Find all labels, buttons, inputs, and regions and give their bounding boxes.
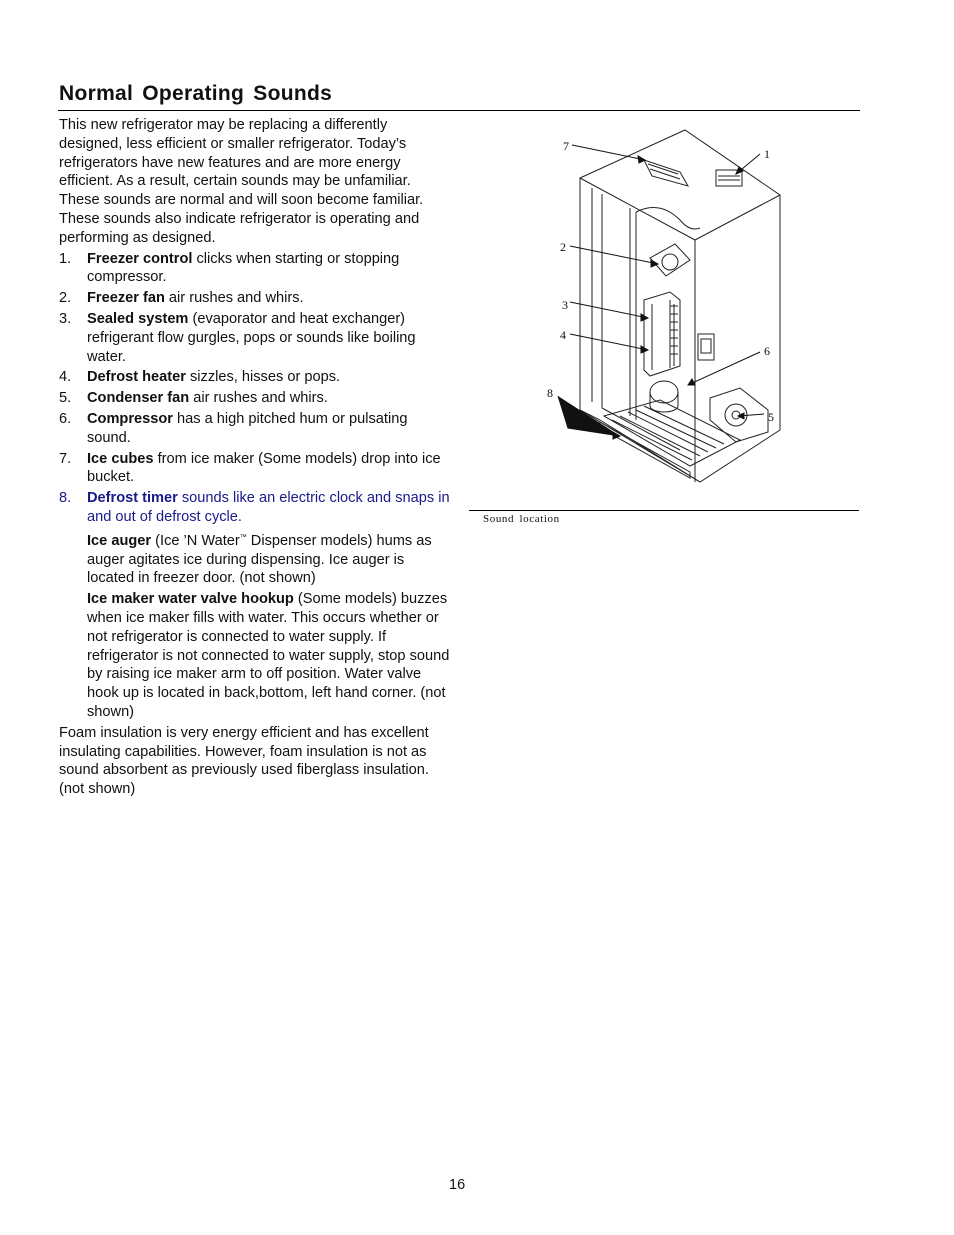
valve-note — [59, 590, 454, 722]
callout-4: 4 — [560, 328, 566, 342]
item-term: Compressor — [87, 410, 173, 427]
item-term: Defrost heater — [87, 369, 186, 386]
item-term: Ice cubes — [87, 450, 154, 467]
page-title: Normal Operating Sounds — [59, 82, 333, 105]
item-text: (evaporator and heat exchanger) refrigerant flow gurgles, pops or sounds like boiling water. — [87, 310, 416, 365]
trademark-symbol: ™ — [239, 533, 247, 541]
item-number: 1. — [59, 250, 72, 267]
defrost-timer-part — [698, 334, 714, 360]
callout-1: 1 — [764, 147, 770, 161]
list-item — [59, 289, 454, 308]
page-number: 16 — [449, 1177, 466, 1193]
item-term: Defrost timer — [87, 490, 178, 507]
callout-3: 3 — [562, 298, 568, 312]
callout-5: 5 — [768, 410, 774, 424]
list-item — [59, 310, 454, 366]
item-number: 6. — [59, 410, 72, 427]
item-text: has a high pitched hum or pulsating sound. — [87, 410, 408, 446]
callout-6: 6 — [764, 344, 770, 358]
freezer-fan-part — [650, 244, 690, 276]
ice-auger-post: Dispenser models) hums as auger agitates ice during dispensing. Ice auger is located in freezer door. (not shown) — [87, 532, 432, 587]
figure-rule — [469, 510, 859, 511]
condenser-coil-part — [604, 400, 740, 466]
item-text: sounds like an electric clock and snaps in and out of defrost cycle. — [87, 490, 450, 525]
callout-8: 8 — [547, 386, 553, 400]
compressor-part — [650, 381, 678, 403]
item-term: Freezer fan — [87, 290, 165, 307]
list-item — [59, 368, 454, 387]
ice-auger-term: Ice auger — [87, 532, 152, 549]
item-text: air rushes and whirs. — [189, 390, 328, 407]
ice-auger-pre: (Ice ’N Water — [151, 532, 240, 549]
list-item — [59, 389, 454, 408]
list-item-highlighted — [59, 489, 454, 527]
text-column — [59, 116, 454, 799]
list-item — [59, 250, 454, 288]
callout-2: 2 — [560, 240, 566, 254]
title-rule — [58, 110, 860, 111]
item-number: 4. — [59, 369, 72, 386]
list-item — [59, 450, 454, 488]
item-text: air rushes and whirs. — [164, 290, 304, 307]
foam-paragraph: Foam insulation is very energy efficient and has excellent insulating capabilities. However, foam insulation is not as sound absorbent as previously used fiberglass insulation. (not shown) — [59, 724, 429, 798]
item-number: 2. — [59, 290, 72, 307]
item-number: 7. — [59, 450, 72, 467]
item-text: from ice maker (Some models) drop into ice bucket. — [87, 450, 441, 486]
list-item — [59, 410, 454, 448]
item-number: 5. — [59, 390, 72, 407]
item-number: 8. — [59, 490, 72, 507]
item-text: sizzles, hisses or pops. — [185, 369, 341, 386]
ice-auger-note — [59, 529, 454, 588]
item-term: Freezer control — [87, 250, 193, 267]
figure-caption: Sound location — [483, 513, 560, 525]
valve-text: (Some models) buzzes when ice maker fills with water. This occurs whether or not refrigerator is connected to water supply. If refrigerator is not connected to water supply, stop sound by raising ice maker arm to off position. Water valve hook up is located in back,bottom, left hand corner. (not shown) — [87, 591, 450, 720]
valve-term: Ice maker water valve hookup — [87, 591, 294, 608]
intro-paragraph: This new refrigerator may be replacing a differently designed, less efficient or smaller refrigerator. Today’s refrigerators have new features and are more energy efficient. As a result, certain sounds may be unfamiliar. These sounds are normal and will soon become familiar. These sounds also indicate refrigerator is operating and performing as designed. — [59, 117, 424, 246]
item-term: Condenser fan — [87, 390, 190, 407]
item-term: Sealed system — [87, 310, 189, 327]
item-number: 3. — [59, 310, 72, 327]
cabinet-top — [580, 178, 780, 240]
item-text: clicks when starting or stopping compressor. — [87, 250, 400, 286]
evaporator-part — [644, 292, 680, 376]
ice-maker-part — [644, 160, 688, 186]
refrigerator-diagram — [540, 120, 790, 505]
callout-7: 7 — [563, 139, 569, 153]
